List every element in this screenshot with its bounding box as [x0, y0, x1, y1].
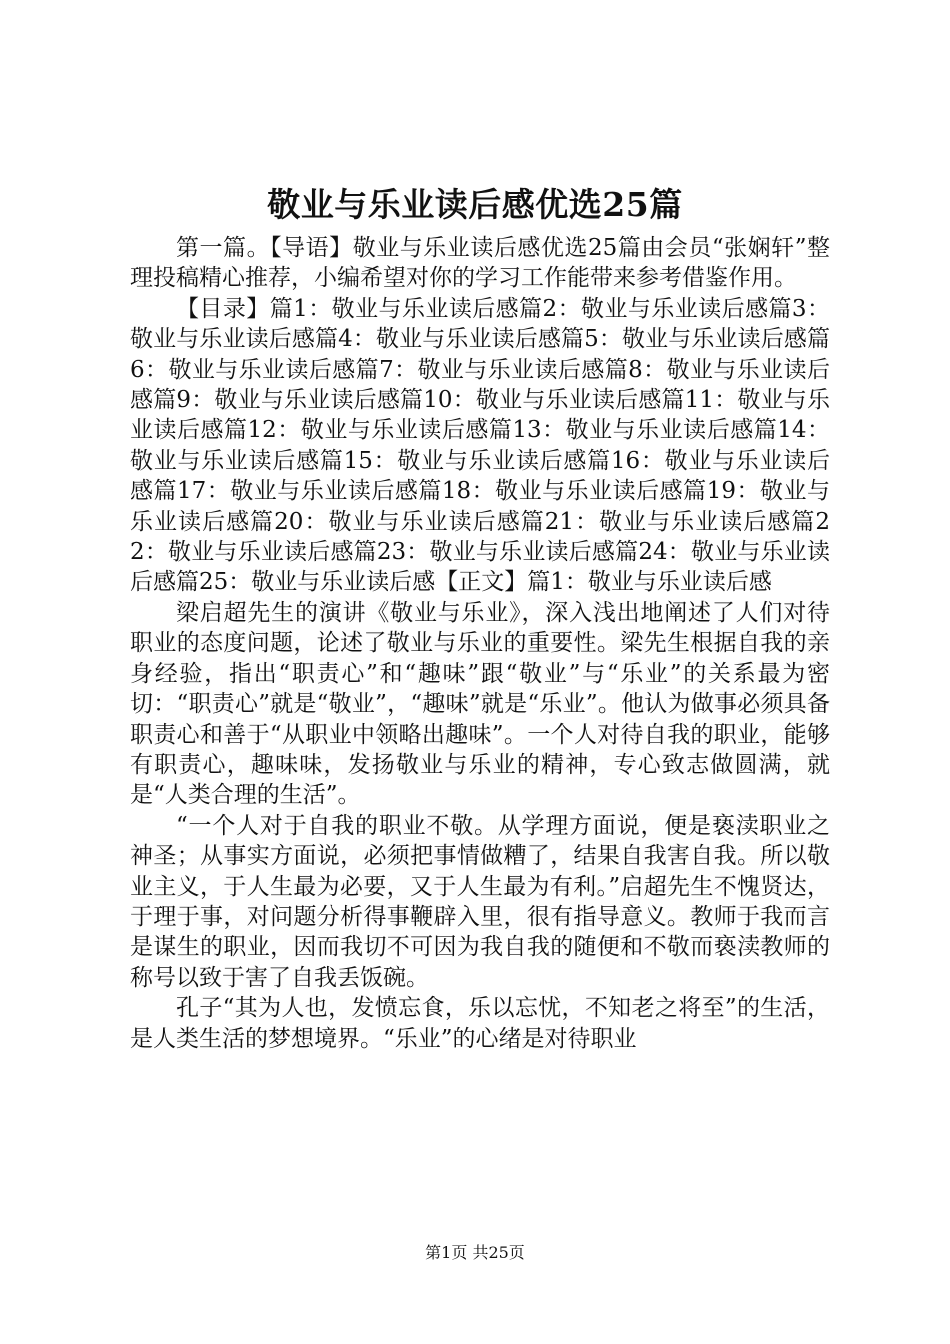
document-body: [130, 233, 830, 1054]
paragraph-body-2: “一个人对于自我的职业不敬。从学理方面说，便是亵渎职业之神圣；从事实方面说，必须把事情做糟了，结果自我害自我。所以敬业主义，于人生最为必要，又于人生最为有利。”启超先生不愧贤达，于理于事，对问题分析得事鞭辟入里，很有指导意义。教师于我而言是谋生的职业，因而我切不可因为我自我的随便和不敬而亵渎教师的称号以致于害了自我丢饭碗。: [130, 812, 830, 991]
paragraph-table-of-contents: 【目录】篇1：敬业与乐业读后感篇2：敬业与乐业读后感篇3：敬业与乐业读后感篇4：敬业与乐业读后感篇5：敬业与乐业读后感篇6：敬业与乐业读后感篇7：敬业与乐业读后感篇8：敬业与乐业读后感篇9：敬业与乐业读后感篇10：敬业与乐业读后感篇11：敬业与乐业读后感篇12：敬业与乐业读后感篇13：敬业与乐业读后感篇14：敬业与乐业读后感篇15：敬业与乐业读后感篇16：敬业与乐业读后感篇17：敬业与乐业读后感篇18：敬业与乐业读后感篇19：敬业与乐业读后感篇20：敬业与乐业读后感篇21：敬业与乐业读后感篇22：敬业与乐业读后感篇23：敬业与乐业读后感篇24：敬业与乐业读后感篇25：敬业与乐业读后感【正文】篇1：敬业与乐业读后感: [130, 295, 830, 596]
paragraph-intro: 第一篇。【导语】敬业与乐业读后感优选25篇由会员“张娴轩”整理投稿精心推荐，小编希望对你的学习工作能带来参考借鉴作用。: [130, 235, 830, 292]
paragraph-body-3: 孔子“其为人也，发愤忘食，乐以忘忧，不知老之将至”的生活，是人类生活的梦想境界。“乐业”的心绪是对待职业: [130, 995, 830, 1052]
page-footer: 第1页 共25页: [425, 1243, 525, 1262]
paragraph-body-1: 梁启超先生的演讲《敬业与乐业》，深入浅出地阐述了人们对待职业的态度问题，论述了敬业与乐业的重要性。梁先生根据自我的亲身经验，指出“职责心”和“趣味”跟“敬业”与“乐业”的关系最为密切：“职责心”就是“敬业”，“趣味”就是“乐业”。他认为做事必须具备职责心和善于“从职业中领略出趣味”。一个人对待自我的职业，能够有职责心，趣味味，发扬敬业与乐业的精神，专心致志做圆满，就是“人类合理的生活”。: [130, 599, 830, 809]
document-title: 敬业与乐业读后感优选25篇: [267, 185, 683, 224]
